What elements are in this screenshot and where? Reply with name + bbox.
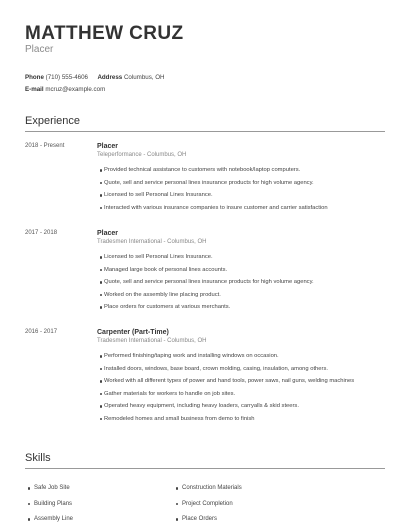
skill-item: Building Plans [34, 501, 73, 517]
contact-line-2 [25, 86, 105, 93]
job-bullets [104, 254, 314, 317]
address-value: Columbus, OH [123, 74, 165, 81]
job-dates: 2018 - Present [25, 143, 65, 149]
job-dates: 2017 - 2018 [25, 230, 58, 236]
job-bullet: Worked on the assembly line placing product. [104, 292, 314, 305]
candidate-role: Placer [25, 44, 54, 55]
skill-item: Construction Materials [182, 485, 242, 501]
email-value[interactable]: mcruz@example.com [45, 86, 106, 93]
candidate-name: MATTHEW CRUZ [25, 23, 184, 44]
job-bullets [104, 167, 328, 217]
job-bullet: Interacted with various insurance companies to insure customer and carrier satisfaction [104, 205, 328, 218]
job-bullet: Quote, sell and service personal lines insurance products for high volume agency. [104, 180, 328, 193]
job-company: Tradesmen International - Columbus, OH [97, 239, 207, 245]
job-bullet: Managed large book of personal lines accounts. [104, 267, 314, 280]
experience-divider [25, 131, 385, 132]
job-company: Teleperformance - Columbus, OH [97, 152, 187, 158]
skills-list-right [182, 485, 242, 532]
job-bullet: Provided technical assistance to customers with notebook/laptop computers. [104, 167, 328, 180]
skill-item: Safe Job Site [34, 485, 73, 501]
job-bullet: Licensed to sell Personal Lines Insurance. [104, 254, 314, 267]
job-bullet: Performed finishing/taping work and installing windows on occasion. [104, 353, 354, 366]
job-bullet: Place orders for customers at various merchants. [104, 304, 314, 317]
job-company: Tradesmen International - Columbus, OH [97, 338, 207, 344]
job-bullet: Licensed to sell Personal Lines Insurance. [104, 192, 328, 205]
job-bullet: Remodeled homes and small business from demo to finish [104, 416, 354, 429]
skills-divider [25, 468, 385, 469]
skill-item: Place Orders [182, 516, 242, 532]
job-title: Placer [97, 143, 119, 150]
experience-heading: Experience [25, 115, 81, 127]
contact-line-1 [25, 74, 165, 81]
skill-item: Project Completion [182, 501, 242, 517]
phone-label: Phone [25, 74, 44, 81]
job-bullet: Operated heavy equipment, including heavy loaders, carryalls & skid steers. [104, 403, 354, 416]
phone-value: (710) 555-4606 [45, 74, 88, 81]
skill-item: Assembly Line [34, 516, 73, 532]
job-bullet: Installed doors, windows, base board, crown molding, casing, insulation, among others. [104, 366, 354, 379]
address-label: Address [97, 74, 123, 81]
skills-heading: Skills [25, 452, 51, 464]
job-dates: 2016 - 2017 [25, 329, 58, 335]
job-title: Carpenter (Part-Time) [97, 329, 169, 336]
job-bullets [104, 353, 354, 428]
job-bullet: Worked with all different types of power and hand tools, power saws, nail guns, welding machines [104, 378, 354, 391]
skills-list-left [34, 485, 73, 532]
job-bullet: Quote, sell and service personal lines insurance products for high volume agency. [104, 279, 314, 292]
job-bullet: Gather materials for workers to handle on job sites. [104, 391, 354, 404]
job-title: Placer [97, 230, 119, 237]
email-label: E-mail [25, 86, 44, 93]
